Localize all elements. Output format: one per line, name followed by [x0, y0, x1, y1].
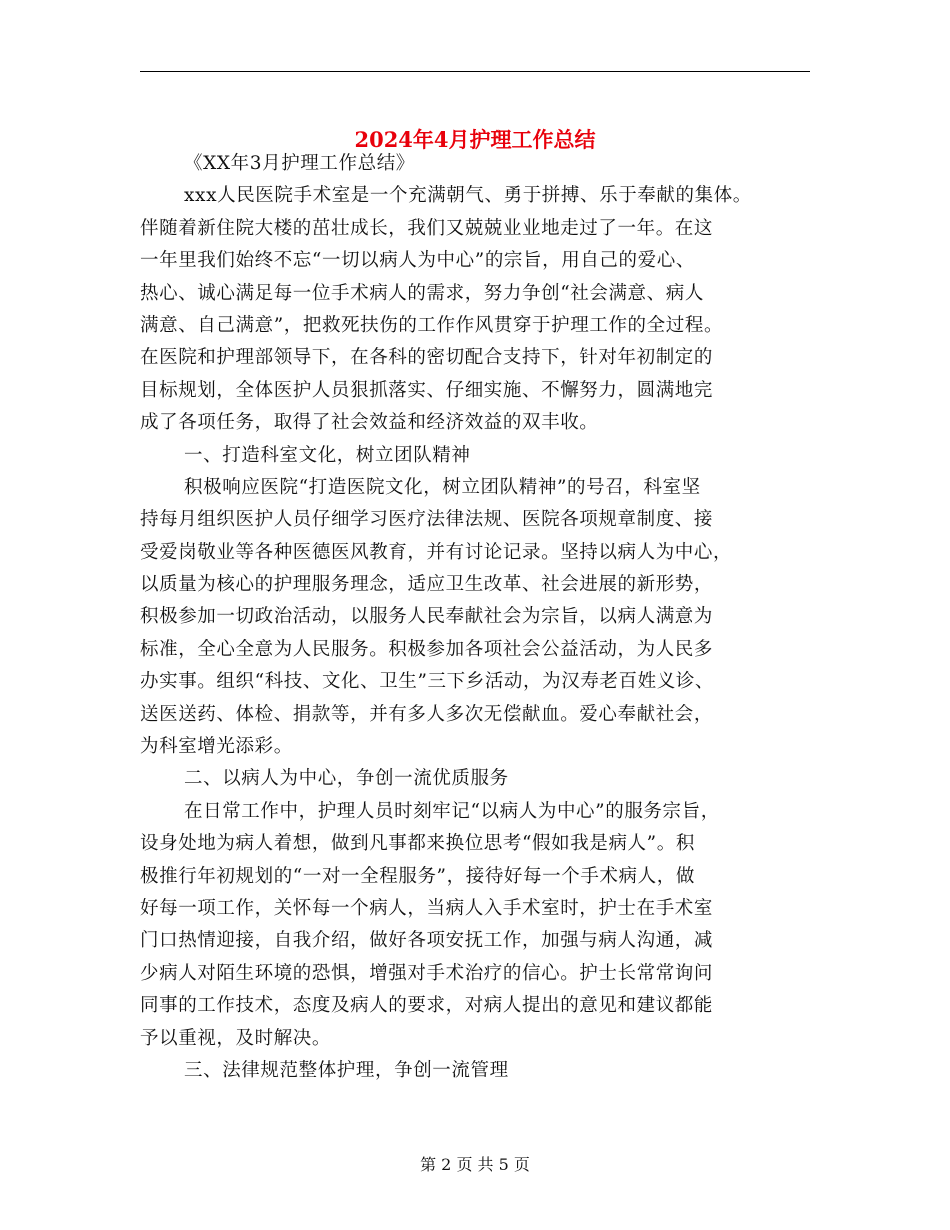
paragraph-line: 一、打造科室文化，树立团队精神: [184, 444, 471, 466]
paragraph-section-2: [140, 796, 840, 1055]
paragraph-line: 伴随着新住院大楼的茁壮成长，我们又兢兢业业地走过了一年。在这: [140, 217, 714, 239]
paragraph-line: 在日常工作中，护理人员时刻牢记“以病人为中心”的服务宗旨，: [184, 800, 720, 822]
document-title: 2024年4月护理工作总结: [354, 127, 596, 153]
paragraph-line: 少病人对陌生环境的恐惧，增强对手术治疗的信心。护士长常常询问: [140, 962, 714, 984]
paragraph-line: 门口热情迎接，自我介绍，做好各项安抚工作，加强与病人沟通，减: [140, 930, 714, 952]
paragraph-line: 设身处地为病人着想，做到凡事都来换位思考“假如我是病人”。积: [140, 833, 695, 855]
paragraph-line: 热心、诚心满足每一位手术病人的需求，努力争创“社会满意、病人: [140, 282, 704, 304]
paragraph-line: 办实事。组织“科技、文化、卫生”三下乡活动，为汉寿老百姓义诊、: [140, 671, 715, 693]
paragraph-line: 为科室增光添彩。: [140, 736, 293, 758]
paragraph-intro: [140, 180, 840, 439]
paragraph-line: 二、以病人为中心，争创一流优质服务: [184, 768, 509, 790]
paragraph-line: 在医院和护理部领导下，在各科的密切配合支持下，针对年初制定的: [140, 347, 714, 369]
paragraph-line: 目标规划，全体医护人员狠抓落实、仔细实施、不懈努力，圆满地完: [140, 379, 714, 401]
paragraph-line: 受爱岗敬业等各种医德医风教育，并有讨论记录。坚持以病人为中心，: [140, 541, 733, 563]
paragraph-line: 《XX年3月护理工作总结》: [184, 153, 415, 174]
paragraph-line: 以质量为核心的护理服务理念，适应卫生改革、社会进展的新形势，: [140, 574, 714, 596]
page-number-footer: 第 2 页 共 5 页: [420, 1155, 530, 1174]
paragraph-line: 三、法律规范整体护理，争创一流管理: [184, 1059, 509, 1081]
paragraph-line: 极推行年初规划的“一对一全程服务”，接待好每一个手术病人，做: [140, 865, 695, 887]
paragraph-line: 标准，全心全意为人民服务。积极参加各项社会公益活动，为人民多: [140, 638, 714, 660]
paragraph-line: 一年里我们始终不忘“一切以病人为中心”的宗旨，用自己的爱心、: [140, 250, 695, 272]
paragraph-line: 送医送药、体检、捐款等，并有多人多次无偿献血。爱心奉献社会，: [140, 703, 714, 725]
paragraph-line: 成了各项任务，取得了社会效益和经济效益的双丰收。: [140, 412, 599, 434]
paragraph-line: 予以重视，及时解决。: [140, 1027, 332, 1049]
paragraph-line: 积极参加一切政治活动，以服务人民奉献社会为宗旨，以病人满意为: [140, 606, 714, 628]
paragraph-section-1: [140, 472, 840, 764]
paragraph-line: 持每月组织医护人员仔细学习医疗法律法规、医院各项规章制度、接: [140, 509, 714, 531]
document-body: [140, 148, 840, 1087]
header-rule: [140, 71, 810, 72]
paragraph-heading-1: [140, 440, 840, 472]
paragraph-line: 好每一项工作，关怀每一个病人，当病人入手术室时，护士在手术室: [140, 897, 714, 919]
paragraph-line: xxx人民医院手术室是一个充满朝气、勇于拼搏、乐于奉献的集体。: [184, 185, 752, 207]
paragraph-heading-2: [140, 763, 840, 795]
paragraph-subtitle: [140, 148, 840, 180]
paragraph-line: 积极响应医院“打造医院文化，树立团队精神”的号召，科室坚: [184, 476, 701, 498]
paragraph-heading-3: [140, 1055, 840, 1087]
paragraph-line: 同事的工作技术，态度及病人的要求，对病人提出的意见和建议都能: [140, 995, 714, 1017]
paragraph-line: 满意、自己满意”，把救死扶伤的工作作风贯穿于护理工作的全过程。: [140, 314, 724, 336]
